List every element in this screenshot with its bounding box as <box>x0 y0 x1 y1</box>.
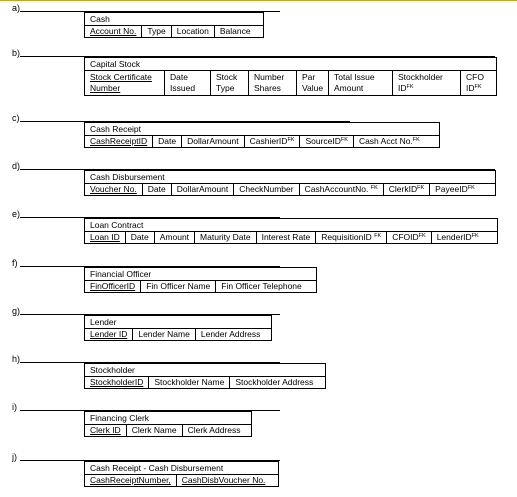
attribute <box>195 232 257 243</box>
attribute <box>142 26 171 37</box>
entity-table <box>84 411 252 437</box>
section-label: d) <box>12 161 21 171</box>
foreign-key-marker: FK <box>471 233 479 239</box>
entity-table <box>84 57 497 96</box>
entity-table <box>84 363 326 389</box>
attribute-label: Location <box>176 26 209 36</box>
attribute <box>257 232 317 243</box>
attribute <box>230 377 318 388</box>
entity-name: Cash Receipt <box>90 124 142 134</box>
section-label: h) <box>12 354 21 364</box>
attribute-label: CashAccountNo. <box>304 184 371 194</box>
entity-name: Financing Clerk <box>90 413 150 423</box>
attribute <box>215 26 256 37</box>
foreign-key-attribute <box>387 232 431 243</box>
attribute-label: Account No. <box>90 26 137 36</box>
attribute <box>165 71 211 95</box>
page-top-border <box>0 0 517 1</box>
section-label: e) <box>12 209 21 219</box>
attribute-label: Lender Address <box>200 329 261 339</box>
foreign-key-marker: FK <box>370 185 378 191</box>
attribute-row <box>85 328 271 340</box>
attribute-row <box>85 70 496 95</box>
attribute <box>183 425 246 436</box>
attribute-label: Stockholder Address <box>235 377 314 387</box>
primary-key-attribute <box>177 475 271 486</box>
entity-table <box>84 122 440 148</box>
attribute-label: RequisitionID <box>321 232 375 242</box>
foreign-key-attribute <box>384 184 430 195</box>
attribute-label: Date <box>158 136 177 146</box>
foreign-key-marker: FK <box>287 137 295 143</box>
foreign-key-marker: FK <box>417 185 425 191</box>
entity-name: Cash <box>90 14 110 24</box>
attribute <box>127 425 183 436</box>
attribute-label: Total Issue Amount <box>334 72 375 93</box>
attribute-label: CashReceiptNumber, <box>90 475 171 485</box>
entity-table <box>84 315 272 341</box>
foreign-key-attribute <box>393 71 461 95</box>
foreign-key-attribute <box>432 232 484 243</box>
attribute-label: Stockholder ID <box>398 72 443 93</box>
attribute <box>234 184 299 195</box>
attribute-label: CashReceiptID <box>90 136 148 146</box>
attribute <box>141 281 216 292</box>
foreign-key-attribute <box>461 71 496 95</box>
primary-key-attribute <box>85 377 149 388</box>
attribute-label: Number Shares <box>254 72 285 93</box>
foreign-key-attribute <box>316 232 387 243</box>
primary-key-attribute <box>85 136 153 147</box>
attribute <box>329 71 393 95</box>
attribute-label: CFO ID <box>466 72 484 93</box>
attribute-label: Amount <box>159 232 190 242</box>
attribute-row <box>85 424 251 436</box>
attribute <box>297 71 329 95</box>
attribute-label: LenderID <box>436 232 472 242</box>
attribute-label: Date <box>147 184 166 194</box>
attribute-row <box>85 25 263 37</box>
entity-table <box>84 461 279 487</box>
attribute-label: Loan ID <box>90 232 120 242</box>
primary-key-attribute <box>85 425 127 436</box>
attribute-label: DollarAmount <box>187 136 239 146</box>
attribute-row <box>85 376 325 388</box>
attribute-label: Cash Acct No. <box>358 136 413 146</box>
attribute <box>216 281 306 292</box>
entity-table <box>84 218 498 244</box>
attribute-label: Clerk ID <box>90 425 121 435</box>
attribute <box>153 136 182 147</box>
entity-table <box>84 170 496 196</box>
foreign-key-attribute <box>300 136 353 147</box>
attribute-row <box>85 183 495 195</box>
primary-key-attribute <box>85 71 165 95</box>
primary-key-attribute <box>85 232 126 243</box>
section-label: g) <box>12 306 21 316</box>
section-label: c) <box>12 113 20 123</box>
section-label: j) <box>12 452 17 462</box>
entity-name: Capital Stock <box>90 59 141 69</box>
foreign-key-marker: FK <box>406 84 414 90</box>
attribute-label: CheckNumber <box>239 184 294 194</box>
entity-table <box>84 267 317 293</box>
foreign-key-attribute <box>300 184 384 195</box>
attribute-row <box>85 474 278 486</box>
attribute <box>172 184 235 195</box>
attribute-label: FinOfficerID <box>90 281 136 291</box>
attribute-label: Lender Name <box>138 329 190 339</box>
attribute-label: Par Value <box>302 72 324 93</box>
attribute <box>126 232 155 243</box>
attribute-label: Maturity Date <box>200 232 251 242</box>
attribute <box>149 377 230 388</box>
attribute-label: Clerk Name <box>131 425 177 435</box>
foreign-key-marker: FK <box>412 137 420 143</box>
attribute <box>172 26 215 37</box>
attribute <box>143 184 172 195</box>
entity-name: Cash Receipt - Cash Disbursement <box>90 463 224 473</box>
attribute-label: Interest Rate <box>261 232 311 242</box>
attribute <box>249 71 297 95</box>
primary-key-attribute <box>85 475 177 486</box>
attribute-row <box>85 280 316 292</box>
primary-key-attribute <box>85 184 143 195</box>
attribute-label: Stock Certificate Number <box>90 72 152 93</box>
attribute-label: Fin Officer Telephone <box>221 281 302 291</box>
entity-name: Financial Officer <box>90 269 152 279</box>
attribute <box>196 329 266 340</box>
attribute <box>211 71 249 95</box>
attribute-label: Stock Type <box>216 72 238 93</box>
attribute-label: DollarAmount <box>176 184 229 194</box>
attribute <box>182 136 245 147</box>
foreign-key-attribute <box>354 136 425 147</box>
primary-key-attribute <box>85 329 133 340</box>
entity-table <box>84 12 264 38</box>
attribute-label: Type <box>147 26 166 36</box>
attribute-label: Date Issued <box>170 72 196 93</box>
section-label: f) <box>12 258 18 268</box>
section-label: a) <box>12 3 21 13</box>
attribute-label: CFOID <box>392 232 419 242</box>
entity-name: Lender <box>90 317 117 327</box>
section-label: b) <box>12 48 21 58</box>
attribute-label: Date <box>130 232 149 242</box>
foreign-key-marker: FK <box>418 233 426 239</box>
attribute-label: CashierID <box>249 136 288 146</box>
primary-key-attribute <box>85 281 141 292</box>
attribute-label: Clerk Address <box>187 425 241 435</box>
entity-name: Stockholder <box>90 365 135 375</box>
attribute-label: Balance <box>219 26 251 36</box>
attribute-row <box>85 135 439 147</box>
attribute-row <box>85 231 497 243</box>
attribute-label: ClerkID <box>388 184 418 194</box>
primary-key-attribute <box>85 26 142 37</box>
attribute-label: StockholderID <box>90 377 144 387</box>
foreign-key-marker: FK <box>374 233 382 239</box>
attribute-label: SourceID <box>305 136 341 146</box>
foreign-key-marker: FK <box>474 84 482 90</box>
section-label: i) <box>12 402 17 412</box>
foreign-key-attribute <box>430 184 480 195</box>
entity-name: Loan Contract <box>90 220 144 230</box>
attribute-label: Voucher No. <box>90 184 137 194</box>
attribute-label: Stockholder Name <box>154 377 225 387</box>
attribute-label: PayeeID <box>435 184 468 194</box>
foreign-key-attribute <box>245 136 301 147</box>
attribute-label: CashDisbVoucher No. <box>181 475 266 485</box>
attribute-label: Fin Officer Name <box>146 281 211 291</box>
entity-name: Cash Disbursement <box>90 172 165 182</box>
foreign-key-marker: FK <box>467 185 475 191</box>
attribute <box>155 232 195 243</box>
foreign-key-marker: FK <box>340 137 348 143</box>
attribute <box>133 329 196 340</box>
attribute-label: Lender ID <box>90 329 128 339</box>
